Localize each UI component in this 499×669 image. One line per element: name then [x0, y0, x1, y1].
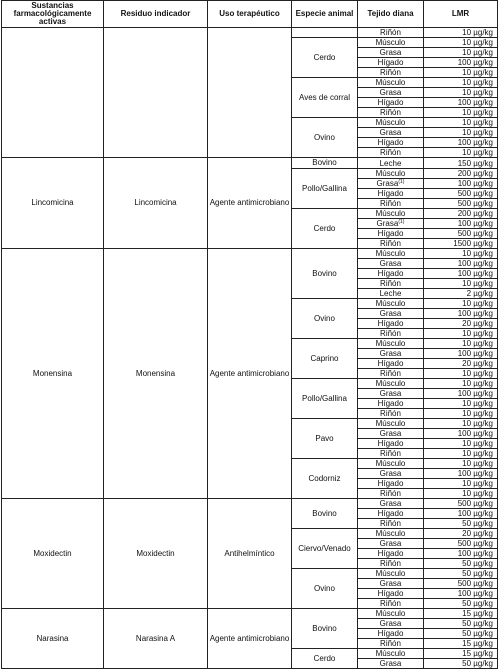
tissue-text: Grasa: [379, 429, 402, 438]
tissue-cell: [358, 48, 424, 58]
tissue-text: Músculo: [375, 118, 406, 127]
tissue-text: Grasa: [379, 579, 402, 588]
header-tissue: Tejido diana: [358, 1, 424, 28]
tissue-text: Grasa: [379, 469, 402, 478]
lmr-cell: 200 µg/kg: [424, 169, 498, 179]
header-use: Uso terapéutico: [208, 1, 292, 28]
tissue-text: Músculo: [375, 609, 406, 618]
tissue-cell: [358, 439, 424, 449]
table-row: [2, 158, 498, 169]
tissue-cell: [358, 519, 424, 529]
tissue-text: Grasa: [379, 539, 402, 548]
tissue-text: Hígado: [377, 479, 404, 488]
tissue-cell: [358, 629, 424, 639]
tissue-cell: [358, 299, 424, 309]
tissue-cell: [358, 98, 424, 108]
lmr-cell: 15 µg/kg: [424, 649, 498, 659]
tissue-cell: [358, 389, 424, 399]
tissue-cell: [358, 529, 424, 539]
tissue-cell: [358, 148, 424, 158]
lmr-cell: 10 µg/kg: [424, 118, 498, 128]
tissue-cell: [358, 269, 424, 279]
tissue-cell: [358, 169, 424, 179]
tissue-cell: [358, 659, 424, 669]
header-row: [2, 1, 498, 28]
tissue-cell: [358, 78, 424, 88]
tissue-cell: [358, 379, 424, 389]
table-body: [2, 28, 498, 669]
species-cell: Cerdo: [292, 38, 358, 78]
tissue-text: Hígado: [377, 439, 404, 448]
tissue-cell: [358, 449, 424, 459]
tissue-cell: [358, 38, 424, 48]
tissue-text: Grasa: [379, 389, 402, 398]
use-cell: Antihelmíntico: [208, 499, 292, 609]
lmr-cell: 100 µg/kg: [424, 309, 498, 319]
lmr-cell: 10 µg/kg: [424, 38, 498, 48]
species-cell: Ovino: [292, 299, 358, 339]
lmr-cell: 10 µg/kg: [424, 299, 498, 309]
tissue-cell: [358, 319, 424, 329]
lmr-cell: 100 µg/kg: [424, 469, 498, 479]
tissue-cell: [358, 459, 424, 469]
tissue-text: Grasa: [379, 309, 402, 318]
tissue-text: Músculo: [375, 209, 406, 218]
tissue-text: Hígado: [377, 98, 404, 107]
lmr-cell: 10 µg/kg: [424, 489, 498, 499]
tissue-cell: [358, 569, 424, 579]
residue-cell: Narasina A: [104, 609, 208, 669]
tissue-cell: [358, 579, 424, 589]
tissue-cell: [358, 419, 424, 429]
lmr-cell: 10 µg/kg: [424, 479, 498, 489]
lmr-cell: 15 µg/kg: [424, 639, 498, 649]
species-cell: Bovino: [292, 499, 358, 529]
tissue-cell: [358, 399, 424, 409]
lmr-cell: 50 µg/kg: [424, 659, 498, 669]
tissue-text: Músculo: [375, 419, 406, 428]
tissue-cell: [358, 429, 424, 439]
species-cell: Cerdo: [292, 649, 358, 669]
tissue-cell: [358, 209, 424, 219]
lmr-cell: 10 µg/kg: [424, 88, 498, 98]
tissue-cell: [358, 138, 424, 148]
lmr-cell: 100 µg/kg: [424, 509, 498, 519]
table-row: [2, 499, 498, 509]
tissue-text: Riñón: [380, 68, 401, 77]
species-cell: Aves de corral: [292, 78, 358, 118]
tissue-text: Músculo: [375, 459, 406, 468]
tissue-cell: [358, 599, 424, 609]
residue-cell: Moxidectin: [104, 499, 208, 609]
lmr-cell: 100 µg/kg: [424, 138, 498, 148]
tissue-text: Leche: [379, 158, 402, 168]
lmr-cell: 50 µg/kg: [424, 599, 498, 609]
tissue-cell: [358, 249, 424, 259]
use-cell: [208, 28, 292, 158]
lmr-cell: 50 µg/kg: [424, 559, 498, 569]
species-cell: Codorniz: [292, 459, 358, 499]
tissue-cell: [358, 489, 424, 499]
residue-cell: Monensina: [104, 249, 208, 499]
tissue-cell: [358, 88, 424, 98]
tissue-text: Grasa: [379, 349, 402, 358]
table-header: [2, 1, 498, 28]
tissue-text: Leche: [379, 289, 402, 298]
lmr-cell: 20 µg/kg: [424, 529, 498, 539]
lmr-table: [1, 0, 498, 669]
tissue-cell: [358, 229, 424, 239]
lmr-cell: 10 µg/kg: [424, 78, 498, 88]
species-cell: Caprino: [292, 339, 358, 379]
tissue-text: Músculo: [375, 249, 406, 258]
lmr-cell: 1500 µg/kg: [424, 239, 498, 249]
tissue-text: Músculo: [375, 529, 406, 538]
residue-cell: Lincomicina: [104, 158, 208, 249]
lmr-cell: 100 µg/kg: [424, 58, 498, 68]
tissue-text: Hígado: [377, 399, 404, 408]
lmr-cell: 10 µg/kg: [424, 409, 498, 419]
tissue-text: Músculo: [375, 78, 406, 87]
species-cell: Pollo/Gallina: [292, 379, 358, 419]
tissue-text: Músculo: [375, 299, 406, 308]
tissue-text: Grasa: [379, 659, 402, 668]
table-row: [2, 609, 498, 619]
lmr-cell: 10 µg/kg: [424, 379, 498, 389]
tissue-cell: [358, 509, 424, 519]
tissue-text: Músculo: [375, 569, 406, 578]
species-cell: Ciervo/Venado: [292, 529, 358, 569]
substance-cell: Monensina: [2, 249, 104, 499]
tissue-text: Riñón: [380, 329, 401, 338]
tissue-cell: [358, 108, 424, 118]
table-row: [2, 28, 498, 38]
lmr-cell: 100 µg/kg: [424, 219, 498, 229]
tissue-cell: [358, 499, 424, 509]
lmr-cell: 2 µg/kg: [424, 289, 498, 299]
lmr-cell: 100 µg/kg: [424, 389, 498, 399]
substance-cell: Moxidectin: [2, 499, 104, 609]
tissue-cell: [358, 259, 424, 269]
tissue-text: Grasa: [379, 88, 402, 97]
lmr-cell: 15 µg/kg: [424, 609, 498, 619]
lmr-cell: 10 µg/kg: [424, 28, 498, 38]
tissue-cell: [358, 68, 424, 78]
lmr-cell: 10 µg/kg: [424, 128, 498, 138]
lmr-cell: 10 µg/kg: [424, 48, 498, 58]
lmr-cell: 100 µg/kg: [424, 549, 498, 559]
tissue-cell: [358, 128, 424, 138]
lmr-cell: 100 µg/kg: [424, 269, 498, 279]
tissue-cell: [358, 289, 424, 299]
residue-cell: [104, 28, 208, 158]
tissue-text: Grasa: [379, 619, 402, 628]
substance-cell: Narasina: [2, 609, 104, 669]
tissue-text: Hígado: [377, 189, 404, 198]
tissue-text: Hígado: [377, 58, 404, 67]
tissue-text: Hígado: [377, 629, 404, 638]
species-cell: Cerdo: [292, 209, 358, 249]
species-cell: Ovino: [292, 118, 358, 158]
lmr-cell: 500 µg/kg: [424, 189, 498, 199]
lmr-cell: 10 µg/kg: [424, 148, 498, 158]
table-row: [2, 249, 498, 259]
tissue-cell: [358, 219, 424, 229]
substance-cell: Lincomicina: [2, 158, 104, 249]
tissue-cell: [358, 179, 424, 189]
species-cell: Pollo/Gallina: [292, 169, 358, 209]
tissue-text: Riñón: [380, 369, 401, 378]
lmr-cell: 100 µg/kg: [424, 349, 498, 359]
lmr-cell: 10 µg/kg: [424, 419, 498, 429]
tissue-cell: [358, 609, 424, 619]
tissue-text: Riñón: [380, 28, 401, 37]
tissue-cell: [358, 189, 424, 199]
tissue-cell: [358, 309, 424, 319]
tissue-text: Riñón: [380, 559, 401, 568]
tissue-text: Riñón: [380, 239, 401, 248]
tissue-cell: [358, 349, 424, 359]
footnote-marker: (1): [398, 179, 405, 185]
lmr-cell: 50 µg/kg: [424, 629, 498, 639]
lmr-cell: 200 µg/kg: [424, 209, 498, 219]
use-cell: Agente antimicrobiano: [208, 609, 292, 669]
tissue-text: Hígado: [377, 138, 404, 147]
tissue-text: Riñón: [380, 108, 401, 117]
lmr-cell: 50 µg/kg: [424, 519, 498, 529]
tissue-cell: [358, 279, 424, 289]
tissue-text: Riñón: [380, 489, 401, 498]
lmr-cell: 20 µg/kg: [424, 359, 498, 369]
tissue-text: Grasa: [379, 128, 402, 137]
tissue-text: Músculo: [375, 339, 406, 348]
tissue-cell: [358, 239, 424, 249]
tissue-cell: [358, 409, 424, 419]
species-cell: [292, 28, 358, 38]
species-cell: Pavo: [292, 419, 358, 459]
lmr-cell: 500 µg/kg: [424, 539, 498, 549]
tissue-cell: [358, 28, 424, 38]
lmr-cell: 10 µg/kg: [424, 329, 498, 339]
footnote-marker: (1): [398, 219, 405, 225]
tissue-text: Músculo: [375, 38, 406, 47]
tissue-cell: [358, 649, 424, 659]
tissue-text: Grasa: [379, 499, 402, 508]
lmr-cell: 10 µg/kg: [424, 399, 498, 409]
lmr-cell: 10 µg/kg: [424, 249, 498, 259]
tissue-text: Riñón: [380, 199, 401, 208]
lmr-cell: 100 µg/kg: [424, 589, 498, 599]
species-cell: Bovino: [292, 158, 358, 169]
tissue-text: Hígado: [377, 359, 404, 368]
tissue-cell: [358, 339, 424, 349]
tissue-cell: [358, 158, 424, 169]
lmr-cell: 50 µg/kg: [424, 619, 498, 629]
tissue-text: Grasa: [376, 179, 399, 188]
tissue-text: Riñón: [380, 519, 401, 528]
substance-cell: [2, 28, 104, 158]
use-cell: Agente antimicrobiano: [208, 249, 292, 499]
tissue-text: Hígado: [377, 509, 404, 518]
tissue-text: Riñón: [380, 148, 401, 157]
lmr-cell: 10 µg/kg: [424, 369, 498, 379]
lmr-cell: 500 µg/kg: [424, 229, 498, 239]
lmr-cell: 50 µg/kg: [424, 569, 498, 579]
header-species: Especie animal: [292, 1, 358, 28]
tissue-text: Riñón: [380, 599, 401, 608]
lmr-cell: 20 µg/kg: [424, 319, 498, 329]
tissue-cell: [358, 118, 424, 128]
tissue-text: Riñón: [380, 639, 401, 648]
lmr-cell: 10 µg/kg: [424, 459, 498, 469]
tissue-text: Hígado: [377, 589, 404, 598]
use-cell: Agente antimicrobiano: [208, 158, 292, 249]
lmr-cell: 500 µg/kg: [424, 199, 498, 209]
lmr-cell: 500 µg/kg: [424, 579, 498, 589]
tissue-text: Grasa: [379, 259, 402, 268]
header-residue: Residuo indicador: [104, 1, 208, 28]
tissue-cell: [358, 479, 424, 489]
lmr-cell: 100 µg/kg: [424, 179, 498, 189]
lmr-cell: 100 µg/kg: [424, 98, 498, 108]
lmr-cell: 10 µg/kg: [424, 439, 498, 449]
tissue-cell: [358, 199, 424, 209]
lmr-cell: 10 µg/kg: [424, 279, 498, 289]
tissue-cell: [358, 559, 424, 569]
tissue-cell: [358, 549, 424, 559]
header-lmr: LMR: [424, 1, 498, 28]
species-cell: Bovino: [292, 609, 358, 649]
tissue-text: Músculo: [375, 169, 406, 178]
tissue-text: Grasa: [376, 219, 399, 228]
tissue-text: Grasa: [379, 48, 402, 57]
tissue-cell: [358, 329, 424, 339]
tissue-text: Riñón: [380, 279, 401, 288]
lmr-cell: 10 µg/kg: [424, 449, 498, 459]
tissue-text: Músculo: [375, 649, 406, 658]
tissue-text: Riñón: [380, 409, 401, 418]
lmr-cell: 10 µg/kg: [424, 339, 498, 349]
species-cell: Ovino: [292, 569, 358, 609]
lmr-cell: 150 µg/kg: [424, 158, 498, 169]
lmr-cell: 10 µg/kg: [424, 108, 498, 118]
lmr-cell: 100 µg/kg: [424, 429, 498, 439]
tissue-text: Riñón: [380, 449, 401, 458]
lmr-cell: 500 µg/kg: [424, 499, 498, 509]
tissue-cell: [358, 359, 424, 369]
tissue-text: Hígado: [377, 549, 404, 558]
tissue-cell: [358, 539, 424, 549]
tissue-text: Músculo: [375, 379, 406, 388]
tissue-text: Hígado: [377, 319, 404, 328]
species-cell: Bovino: [292, 249, 358, 299]
tissue-cell: [358, 589, 424, 599]
tissue-cell: [358, 469, 424, 479]
tissue-cell: [358, 639, 424, 649]
tissue-text: Hígado: [377, 229, 404, 238]
tissue-cell: [358, 369, 424, 379]
header-substance: Sustancias farmacológicamente activas: [2, 1, 104, 28]
tissue-cell: [358, 58, 424, 68]
tissue-text: Hígado: [377, 269, 404, 278]
lmr-cell: 10 µg/kg: [424, 68, 498, 78]
lmr-cell: 100 µg/kg: [424, 259, 498, 269]
